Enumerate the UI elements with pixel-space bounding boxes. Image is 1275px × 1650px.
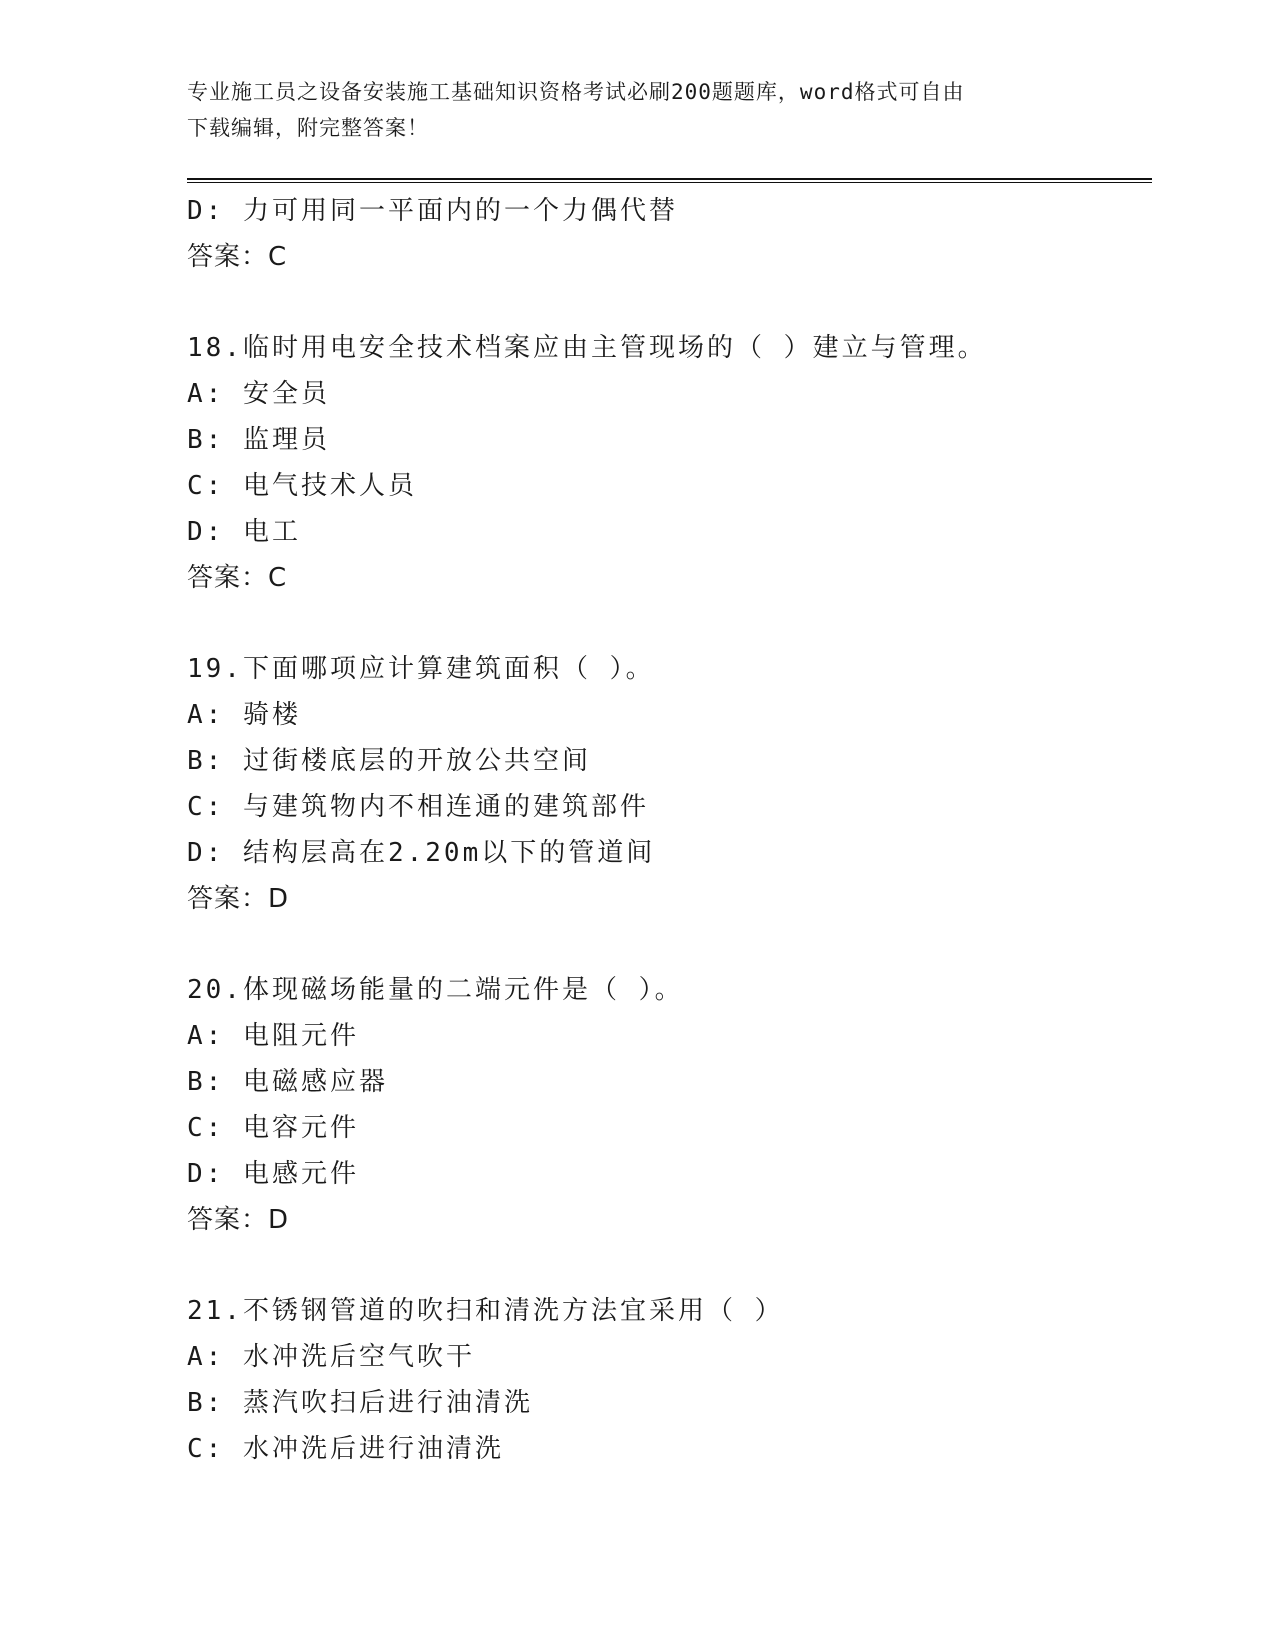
option-c: C: 电气技术人员 bbox=[187, 471, 417, 501]
question-text: 19.下面哪项应计算建筑面积（ ）。 bbox=[187, 654, 655, 684]
option-b: B: 蒸汽吹扫后进行油清洗 bbox=[187, 1388, 533, 1418]
option-a: A: 安全员 bbox=[187, 379, 330, 409]
question-block-19 bbox=[187, 646, 1152, 922]
header-line-2: 下载编辑，附完整答案！ bbox=[187, 116, 429, 140]
option-a: A: 骑楼 bbox=[187, 700, 301, 730]
option-a: A: 水冲洗后空气吹干 bbox=[187, 1342, 475, 1372]
option-d: D: 电感元件 bbox=[187, 1159, 359, 1189]
question-text: 20.体现磁场能量的二端元件是（ ）。 bbox=[187, 975, 684, 1005]
answer-line: 答案：C bbox=[187, 242, 288, 272]
question-block-18 bbox=[187, 325, 1152, 601]
option-d: D: 结构层高在2.20m以下的管道间 bbox=[187, 838, 656, 868]
option-c: C: 与建筑物内不相连通的建筑部件 bbox=[187, 792, 649, 822]
question-block-21 bbox=[187, 1288, 1152, 1472]
option-c: C: 水冲洗后进行油清洗 bbox=[187, 1434, 504, 1464]
question-list bbox=[187, 188, 1152, 1472]
header-line-1: 专业施工员之设备安装施工基础知识资格考试必刷200题题库，word格式可自由 bbox=[187, 80, 965, 104]
question-block-17 bbox=[187, 188, 1152, 280]
question-block-20 bbox=[187, 967, 1152, 1243]
document-header bbox=[187, 74, 1087, 146]
option-d: D: 力可用同一平面内的一个力偶代替 bbox=[187, 196, 678, 226]
header-divider bbox=[187, 178, 1152, 180]
answer-line: 答案：C bbox=[187, 563, 288, 593]
option-b: B: 监理员 bbox=[187, 425, 330, 455]
question-text: 18.临时用电安全技术档案应由主管现场的（ ）建立与管理。 bbox=[187, 333, 987, 363]
answer-line: 答案：D bbox=[187, 884, 290, 914]
option-b: B: 过街楼底层的开放公共空间 bbox=[187, 746, 591, 776]
option-d: D: 电工 bbox=[187, 517, 301, 547]
option-b: B: 电磁感应器 bbox=[187, 1067, 388, 1097]
answer-line: 答案：D bbox=[187, 1205, 290, 1235]
question-text: 21.不锈钢管道的吹扫和清洗方法宜采用（ ） bbox=[187, 1296, 784, 1326]
option-a: A: 电阻元件 bbox=[187, 1021, 359, 1051]
header-divider-thin bbox=[187, 182, 1152, 183]
option-c: C: 电容元件 bbox=[187, 1113, 359, 1143]
